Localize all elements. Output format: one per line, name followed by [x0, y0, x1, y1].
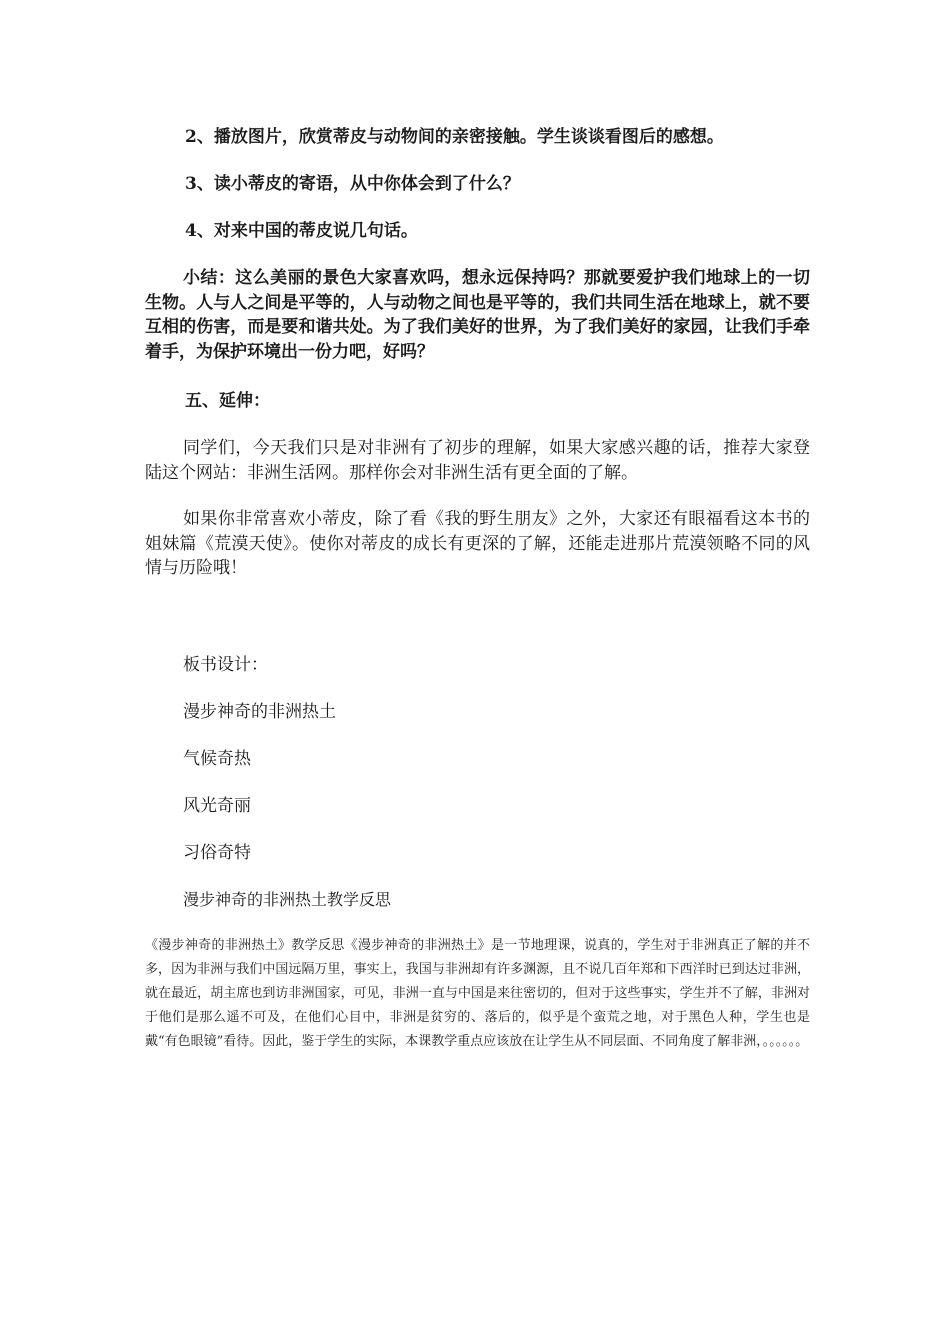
step-3: 3、读小蒂皮的寄语，从中你体会到了什么？ — [185, 174, 520, 194]
reflection-body: 《漫步神奇的非洲热土》教学反思《漫步神奇的非洲热土》是一节地理课，说真的，学生对于非洲真正了解的并不多，因为非洲与我们中国远隔万里，事实上，我国与非洲却有许多渊源，且不说几百年郑和下西洋时已到达过非洲，就在最近，胡主席也到访非洲国家，可见，非洲一直与中国是来往密切的，但对于这些事实，学生并不了解，非洲对于他们是那么遥不可及，在他们心目中，非洲是贫穷的、落后的，似乎是个蛮荒之地，对于黑色人种，学生也是戴“有色眼镜”看待。因此，鉴于学生的实际，本课教学重点应该放在让学生从不同层面、不同角度了解非洲，。。。。。。 — [145, 938, 810, 1049]
extension-paragraph-2: 如果你非常喜欢小蒂皮，除了看《我的野生朋友》之外，大家还有眼福看这本书的姐妹篇《荒漠天使》。使你对蒂皮的成长有更深的了解，还能走进那片荒漠领略不同的风情与历险哦！ — [145, 509, 810, 578]
extension-paragraph-1: 同学们，今天我们只是对非洲有了初步的理解，如果大家感兴趣的话，推荐大家登陆这个网站：非洲生活网。那样你会对非洲生活有更全面的了解。 — [145, 438, 810, 483]
board-design-heading: 板书设计： — [183, 655, 268, 675]
board-design-item: 漫步神奇的非洲热土 — [183, 702, 336, 722]
board-design-item: 风光奇丽 — [183, 796, 251, 816]
step-4: 4、对来中国的蒂皮说几句话。 — [185, 221, 418, 241]
reflection-title: 漫步神奇的非洲热土教学反思 — [183, 890, 392, 909]
step-2: 2、播放图片，欣赏蒂皮与动物间的亲密接触。学生谈谈看图后的感想。 — [185, 127, 724, 147]
board-design-item: 习俗奇特 — [183, 843, 251, 863]
summary-paragraph: 小结：这么美丽的景色大家喜欢吗，想永远保持吗？那就要爱护我们地球上的一切生物。人与人之间是平等的，人与动物之间也是平等的，我们共同生活在地球上，就不要互相的伤害，而是要和谐共处。为了我们美好的世界，为了我们美好的家园，让我们手牵着手，为保护环境出一份力吧，好吗？ — [145, 268, 810, 362]
section-heading-extension: 五、延伸： — [185, 391, 270, 411]
board-design-item: 气候奇热 — [183, 749, 251, 769]
